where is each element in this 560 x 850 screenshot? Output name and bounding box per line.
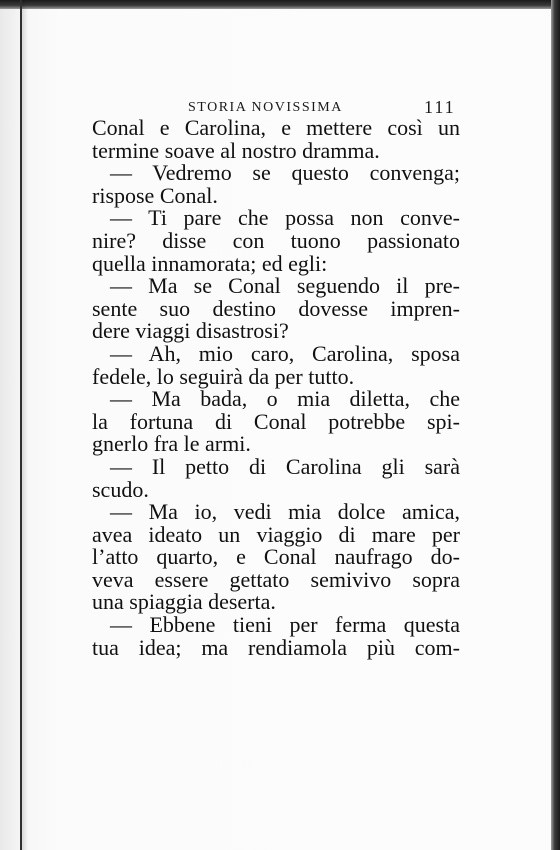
- text-line: una spiaggia deserta.: [92, 589, 276, 615]
- text-line: gnerlo fra le armi.: [92, 431, 251, 457]
- scan-right-border: [551, 0, 560, 850]
- binding-gutter-shadow: [22, 0, 28, 850]
- text-line: quella innamorata; ed egli:: [92, 250, 328, 276]
- text-line: l’atto quarto, e Conal naufrago do-: [92, 544, 460, 570]
- page-number: 111: [424, 97, 456, 117]
- text-line: avea ideato un viaggio di mare per: [92, 521, 460, 547]
- text-line: — Il petto di Carolina gli sarà: [110, 453, 460, 479]
- text-line: — Ma se Conal seguendo il pre-: [110, 273, 460, 299]
- text-line: — Vedremo se questo convenga;: [110, 160, 460, 186]
- body-text: [92, 117, 460, 659]
- text-line: — Ebbene tieni per ferma questa: [110, 612, 460, 638]
- text-line: — Ah, mio caro, Carolina, sposa: [110, 340, 460, 366]
- text-line: fedele, lo seguirà da per tutto.: [92, 363, 355, 389]
- text-line: sente suo destino dovesse impren-: [92, 295, 460, 321]
- scan-top-border: [0, 0, 560, 9]
- text-line: la fortuna di Conal potrebbe spi-: [92, 408, 460, 434]
- text-line: tua idea; ma rendiamola più com-: [92, 634, 460, 660]
- text-line: nire? disse con tuono passionato: [92, 227, 460, 253]
- text-line: termine soave al nostro dramma.: [92, 137, 380, 163]
- text-line: — Ma bada, o mia diletta, che: [110, 386, 460, 412]
- running-head-title: STORIA NOVISSIMA: [188, 100, 343, 115]
- text-line: rispose Conal.: [92, 182, 218, 208]
- text-line: Conal e Carolina, e mettere così un: [92, 115, 460, 140]
- text-line: scudo.: [92, 476, 149, 502]
- text-line: dere viaggi disastrosi?: [92, 318, 289, 344]
- text-line: — Ma io, vedi mia dolce amica,: [110, 499, 460, 525]
- text-line: veva essere gettato semivivo sopra: [92, 566, 460, 592]
- text-line: — Ti pare che possa non conve-: [110, 205, 460, 231]
